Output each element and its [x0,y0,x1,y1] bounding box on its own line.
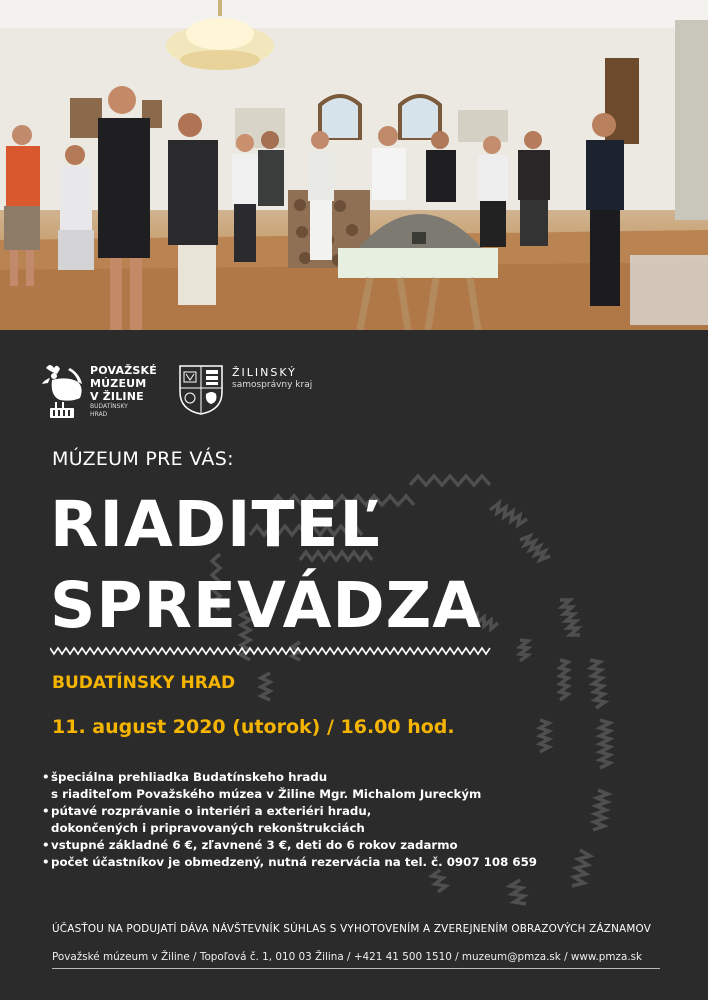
bullet-symbol: • [42,838,50,852]
photo-consent-notice: ÚČASŤOU NA PODUJATÍ DÁVA NÁVŠTEVNÍK SÚHLAS S VYHOTOVENÍM A ZVEREJNENÍM OBRAZOVÝCH ZÁZNAMOV [52,923,652,935]
event-series-label: MÚZEUM PRE VÁS: [52,448,234,470]
event-date: 11. august 2020 (utorok) / 16.00 hod. [52,716,455,738]
region-logo [178,364,348,420]
list-item: • pútavé rozprávanie o interiéri a exteriéri hradu, dokončených i pripravovaných rekonštrukciách [42,804,372,835]
title-underline-zigzag [50,646,492,656]
footer-divider [52,968,660,969]
museum-logo [40,360,170,420]
bullet-symbol: • [42,855,50,869]
museum-subtitle: BUDATÍNSKY HRAD [90,403,128,418]
rooster-icon [40,360,86,418]
title-line-2: SPREVÁDZA [50,569,483,642]
zigzag-spiral-pattern [0,330,708,1000]
bullet-symbol: • [42,770,50,784]
list-item: • počet účastníkov je obmedzený, nutná rezervácia na tel. č. 0907 108 659 [42,855,538,869]
title-line-1: RIADITEĽ [50,488,381,561]
region-name: ŽILINSKÝ [232,366,297,379]
event-photo [0,0,708,330]
museum-name: POVAŽSKÉ MÚZEUM V ŽILINE [90,364,157,403]
list-item: • vstupné základné 6 €, zľavnené 3 €, deti do 6 rokov zadarmo [42,838,458,852]
coat-of-arms-icon [178,364,224,416]
event-location: BUDATÍNSKY HRAD [52,673,236,693]
list-item: • špeciálna prehliadka Budatínskeho hradu s riaditeľom Považského múzea v Žiline Mgr. Michalom Jureckým [42,770,482,801]
bullet-symbol: • [42,804,50,818]
region-subtitle: samosprávny kraj [232,380,313,390]
footer-contact: Považské múzeum v Žiline / Topoľová č. 1, 010 03 Žilina / +421 41 500 1510 / muzeum@pmza.sk / www.pmza.sk [52,951,643,963]
event-details-list [42,769,562,871]
